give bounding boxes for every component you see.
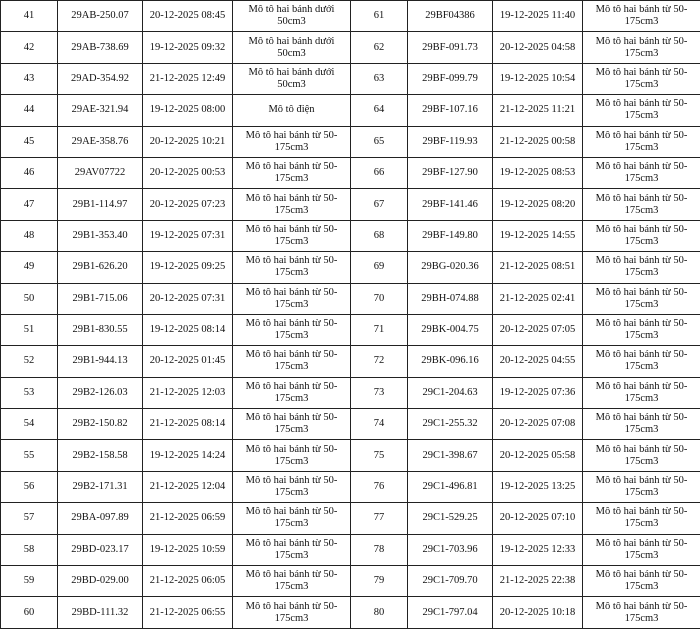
plate-number-cell: 29BK-004.75 — [408, 314, 493, 345]
violation-time-cell: 20-12-2025 07:05 — [493, 314, 583, 345]
plate-number-cell: 29BH-074.88 — [408, 283, 493, 314]
table-row — [1, 283, 700, 314]
row-number-cell: 49 — [1, 252, 58, 283]
vehicle-type-cell: Mô tô hai bánh từ 50-175cm3 — [233, 346, 351, 377]
vehicle-type-cell: Mô tô hai bánh từ 50-175cm3 — [583, 346, 700, 377]
violation-time-cell: 19-12-2025 08:14 — [143, 314, 233, 345]
vehicle-type-cell: Mô tô hai bánh dưới 50cm3 — [233, 63, 351, 94]
violation-time-cell: 21-12-2025 06:59 — [143, 503, 233, 534]
row-number-cell: 76 — [351, 471, 408, 502]
vehicle-type-cell: Mô tô hai bánh từ 50-175cm3 — [233, 377, 351, 408]
row-number-cell: 47 — [1, 189, 58, 220]
violation-time-cell: 19-12-2025 10:54 — [493, 63, 583, 94]
table-row — [1, 189, 700, 220]
row-number-cell: 51 — [1, 314, 58, 345]
violation-time-cell: 20-12-2025 05:58 — [493, 440, 583, 471]
plate-number-cell: 29C1-529.25 — [408, 503, 493, 534]
table-row — [1, 126, 700, 157]
vehicle-type-cell: Mô tô hai bánh từ 50-175cm3 — [233, 534, 351, 565]
table-row — [1, 409, 700, 440]
table-row — [1, 95, 700, 126]
violation-time-cell: 20-12-2025 04:55 — [493, 346, 583, 377]
vehicle-type-cell: Mô tô hai bánh từ 50-175cm3 — [583, 440, 700, 471]
row-number-cell: 66 — [351, 157, 408, 188]
row-number-cell: 53 — [1, 377, 58, 408]
table-row — [1, 220, 700, 251]
violation-time-cell: 20-12-2025 00:53 — [143, 157, 233, 188]
plate-number-cell: 29BK-096.16 — [408, 346, 493, 377]
row-number-cell: 48 — [1, 220, 58, 251]
vehicle-type-cell: Mô tô hai bánh từ 50-175cm3 — [233, 126, 351, 157]
vehicle-type-cell: Mô tô hai bánh từ 50-175cm3 — [233, 220, 351, 251]
vehicle-type-cell: Mô tô hai bánh từ 50-175cm3 — [233, 252, 351, 283]
plate-number-cell: 29BF-107.16 — [408, 95, 493, 126]
vehicle-type-cell: Mô tô hai bánh từ 50-175cm3 — [583, 597, 700, 628]
violation-time-cell: 21-12-2025 00:58 — [493, 126, 583, 157]
table-row — [1, 471, 700, 502]
violation-time-cell: 19-12-2025 11:40 — [493, 1, 583, 32]
violation-time-cell: 20-12-2025 01:45 — [143, 346, 233, 377]
plate-number-cell: 29B1-114.97 — [58, 189, 143, 220]
plate-number-cell: 29B1-626.20 — [58, 252, 143, 283]
plate-number-cell: 29BG-020.36 — [408, 252, 493, 283]
vehicle-type-cell: Mô tô hai bánh từ 50-175cm3 — [233, 283, 351, 314]
plate-number-cell: 29BA-097.89 — [58, 503, 143, 534]
vehicle-type-cell: Mô tô hai bánh từ 50-175cm3 — [583, 409, 700, 440]
vehicle-type-cell: Mô tô hai bánh từ 50-175cm3 — [583, 157, 700, 188]
plate-number-cell: 29BF-099.79 — [408, 63, 493, 94]
vehicle-type-cell: Mô tô hai bánh từ 50-175cm3 — [233, 566, 351, 597]
violation-time-cell: 19-12-2025 13:25 — [493, 471, 583, 502]
table-row — [1, 566, 700, 597]
violation-time-cell: 20-12-2025 10:21 — [143, 126, 233, 157]
row-number-cell: 59 — [1, 566, 58, 597]
table-row — [1, 32, 700, 63]
plate-number-cell: 29BF-119.93 — [408, 126, 493, 157]
vehicle-type-cell: Mô tô hai bánh dưới 50cm3 — [233, 1, 351, 32]
table-row — [1, 597, 700, 628]
row-number-cell: 72 — [351, 346, 408, 377]
violation-time-cell: 21-12-2025 12:04 — [143, 471, 233, 502]
violation-time-cell: 19-12-2025 08:53 — [493, 157, 583, 188]
row-number-cell: 63 — [351, 63, 408, 94]
violation-time-cell: 20-12-2025 07:10 — [493, 503, 583, 534]
plate-number-cell: 29BD-029.00 — [58, 566, 143, 597]
violation-time-cell: 19-12-2025 08:20 — [493, 189, 583, 220]
row-number-cell: 71 — [351, 314, 408, 345]
plate-number-cell: 29B2-126.03 — [58, 377, 143, 408]
row-number-cell: 57 — [1, 503, 58, 534]
table-row — [1, 252, 700, 283]
table-row — [1, 503, 700, 534]
row-number-cell: 73 — [351, 377, 408, 408]
row-number-cell: 42 — [1, 32, 58, 63]
vehicle-type-cell: Mô tô hai bánh từ 50-175cm3 — [233, 503, 351, 534]
row-number-cell: 43 — [1, 63, 58, 94]
plate-number-cell: 29BF-091.73 — [408, 32, 493, 63]
plate-number-cell: 29BF-127.90 — [408, 157, 493, 188]
row-number-cell: 69 — [351, 252, 408, 283]
vehicle-type-cell: Mô tô hai bánh từ 50-175cm3 — [233, 440, 351, 471]
row-number-cell: 77 — [351, 503, 408, 534]
plate-number-cell: 29AB-250.07 — [58, 1, 143, 32]
row-number-cell: 64 — [351, 95, 408, 126]
violation-time-cell: 19-12-2025 07:31 — [143, 220, 233, 251]
vehicle-type-cell: Mô tô hai bánh từ 50-175cm3 — [233, 314, 351, 345]
row-number-cell: 60 — [1, 597, 58, 628]
plate-number-cell: 29B2-158.58 — [58, 440, 143, 471]
plate-number-cell: 29B1-830.55 — [58, 314, 143, 345]
row-number-cell: 79 — [351, 566, 408, 597]
table-row — [1, 63, 700, 94]
plate-number-cell: 29C1-496.81 — [408, 471, 493, 502]
violation-time-cell: 19-12-2025 07:36 — [493, 377, 583, 408]
row-number-cell: 78 — [351, 534, 408, 565]
row-number-cell: 55 — [1, 440, 58, 471]
violation-time-cell: 19-12-2025 12:33 — [493, 534, 583, 565]
plate-number-cell: 29BF04386 — [408, 1, 493, 32]
violation-time-cell: 21-12-2025 06:05 — [143, 566, 233, 597]
violation-time-cell: 20-12-2025 08:45 — [143, 1, 233, 32]
violation-time-cell: 19-12-2025 14:24 — [143, 440, 233, 471]
row-number-cell: 67 — [351, 189, 408, 220]
table-row — [1, 534, 700, 565]
row-number-cell: 70 — [351, 283, 408, 314]
row-number-cell: 54 — [1, 409, 58, 440]
vehicle-type-cell: Mô tô hai bánh từ 50-175cm3 — [583, 566, 700, 597]
violation-time-cell: 20-12-2025 07:08 — [493, 409, 583, 440]
row-number-cell: 65 — [351, 126, 408, 157]
violation-time-cell: 21-12-2025 12:03 — [143, 377, 233, 408]
row-number-cell: 45 — [1, 126, 58, 157]
plate-number-cell: 29C1-709.70 — [408, 566, 493, 597]
vehicle-type-cell: Mô tô hai bánh từ 50-175cm3 — [583, 471, 700, 502]
table-body — [1, 1, 700, 629]
row-number-cell: 46 — [1, 157, 58, 188]
vehicle-type-cell: Mô tô hai bánh từ 50-175cm3 — [583, 126, 700, 157]
plate-number-cell: 29AB-738.69 — [58, 32, 143, 63]
violation-time-cell: 20-12-2025 07:31 — [143, 283, 233, 314]
violation-time-cell: 21-12-2025 02:41 — [493, 283, 583, 314]
vehicle-type-cell: Mô tô hai bánh từ 50-175cm3 — [583, 314, 700, 345]
row-number-cell: 58 — [1, 534, 58, 565]
plate-number-cell: 29AE-321.94 — [58, 95, 143, 126]
row-number-cell: 41 — [1, 1, 58, 32]
vehicle-type-cell: Mô tô hai bánh từ 50-175cm3 — [233, 471, 351, 502]
plate-number-cell: 29C1-797.04 — [408, 597, 493, 628]
row-number-cell: 44 — [1, 95, 58, 126]
vehicle-type-cell: Mô tô hai bánh dưới 50cm3 — [233, 32, 351, 63]
violation-time-cell: 21-12-2025 08:14 — [143, 409, 233, 440]
vehicle-type-cell: Mô tô hai bánh từ 50-175cm3 — [583, 189, 700, 220]
plate-number-cell: 29C1-204.63 — [408, 377, 493, 408]
table-row — [1, 440, 700, 471]
plate-number-cell: 29C1-398.67 — [408, 440, 493, 471]
vehicle-type-cell: Mô tô hai bánh từ 50-175cm3 — [233, 597, 351, 628]
row-number-cell: 80 — [351, 597, 408, 628]
violation-time-cell: 21-12-2025 08:51 — [493, 252, 583, 283]
plate-number-cell: 29B2-150.82 — [58, 409, 143, 440]
plate-number-cell: 29B1-715.06 — [58, 283, 143, 314]
vehicle-type-cell: Mô tô điện — [233, 95, 351, 126]
vehicle-type-cell: Mô tô hai bánh từ 50-175cm3 — [583, 503, 700, 534]
violation-time-cell: 21-12-2025 22:38 — [493, 566, 583, 597]
violation-time-cell: 19-12-2025 08:00 — [143, 95, 233, 126]
violation-time-cell: 21-12-2025 12:49 — [143, 63, 233, 94]
plate-number-cell: 29AV07722 — [58, 157, 143, 188]
plate-number-cell: 29BF-149.80 — [408, 220, 493, 251]
plate-number-cell: 29BD-111.32 — [58, 597, 143, 628]
plate-number-cell: 29BD-023.17 — [58, 534, 143, 565]
table-row — [1, 157, 700, 188]
row-number-cell: 74 — [351, 409, 408, 440]
violation-time-cell: 20-12-2025 10:18 — [493, 597, 583, 628]
table-row — [1, 346, 700, 377]
violation-time-cell: 19-12-2025 10:59 — [143, 534, 233, 565]
violation-time-cell: 20-12-2025 04:58 — [493, 32, 583, 63]
violation-time-cell: 19-12-2025 09:25 — [143, 252, 233, 283]
row-number-cell: 61 — [351, 1, 408, 32]
vehicle-type-cell: Mô tô hai bánh từ 50-175cm3 — [583, 32, 700, 63]
table-row — [1, 377, 700, 408]
violation-time-cell: 21-12-2025 11:21 — [493, 95, 583, 126]
violation-time-cell: 20-12-2025 07:23 — [143, 189, 233, 220]
vehicle-type-cell: Mô tô hai bánh từ 50-175cm3 — [583, 95, 700, 126]
plate-number-cell: 29AE-358.76 — [58, 126, 143, 157]
plate-number-cell: 29BF-141.46 — [408, 189, 493, 220]
plate-number-cell: 29AD-354.92 — [58, 63, 143, 94]
vehicle-type-cell: Mô tô hai bánh từ 50-175cm3 — [583, 283, 700, 314]
vehicle-type-cell: Mô tô hai bánh từ 50-175cm3 — [583, 1, 700, 32]
table-row — [1, 314, 700, 345]
row-number-cell: 50 — [1, 283, 58, 314]
vehicle-type-cell: Mô tô hai bánh từ 50-175cm3 — [233, 189, 351, 220]
violation-time-cell: 21-12-2025 06:55 — [143, 597, 233, 628]
vehicle-type-cell: Mô tô hai bánh từ 50-175cm3 — [233, 157, 351, 188]
violation-time-cell: 19-12-2025 09:32 — [143, 32, 233, 63]
vehicle-type-cell: Mô tô hai bánh từ 50-175cm3 — [583, 252, 700, 283]
plate-number-cell: 29B1-944.13 — [58, 346, 143, 377]
row-number-cell: 68 — [351, 220, 408, 251]
plate-number-cell: 29C1-255.32 — [408, 409, 493, 440]
row-number-cell: 52 — [1, 346, 58, 377]
plate-number-cell: 29B1-353.40 — [58, 220, 143, 251]
plate-number-cell: 29B2-171.31 — [58, 471, 143, 502]
vehicle-type-cell: Mô tô hai bánh từ 50-175cm3 — [583, 63, 700, 94]
table-row — [1, 1, 700, 32]
row-number-cell: 75 — [351, 440, 408, 471]
vehicle-type-cell: Mô tô hai bánh từ 50-175cm3 — [233, 409, 351, 440]
row-number-cell: 62 — [351, 32, 408, 63]
vehicle-type-cell: Mô tô hai bánh từ 50-175cm3 — [583, 534, 700, 565]
row-number-cell: 56 — [1, 471, 58, 502]
violation-time-cell: 19-12-2025 14:55 — [493, 220, 583, 251]
plate-number-cell: 29C1-703.96 — [408, 534, 493, 565]
vehicle-type-cell: Mô tô hai bánh từ 50-175cm3 — [583, 220, 700, 251]
vehicle-type-cell: Mô tô hai bánh từ 50-175cm3 — [583, 377, 700, 408]
